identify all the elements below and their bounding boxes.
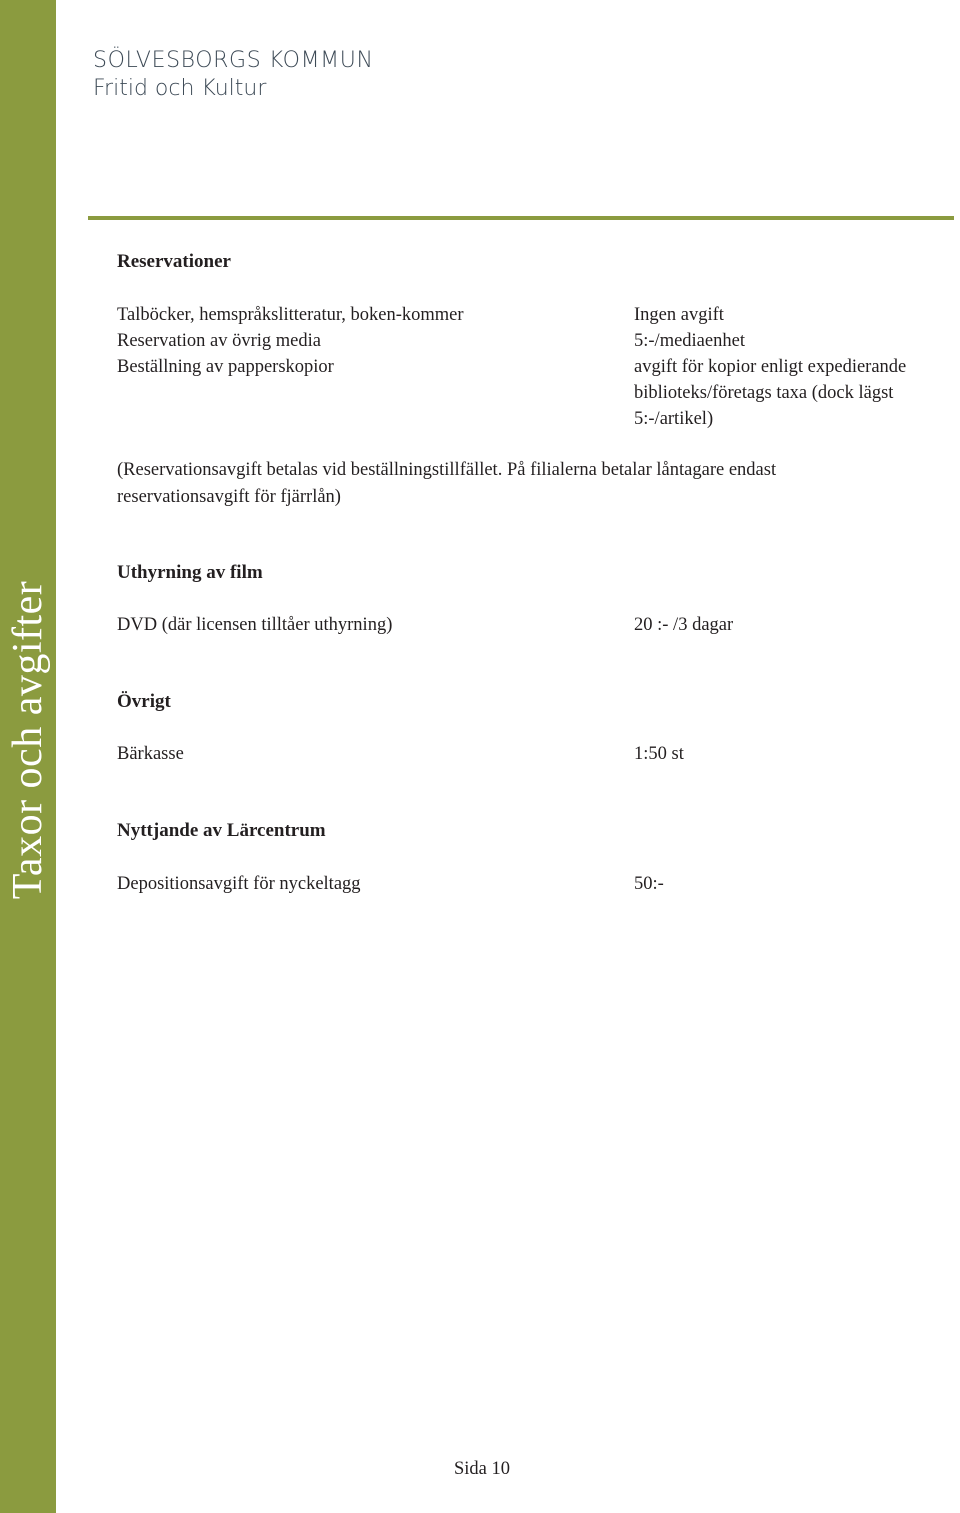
fee-amount-line: biblioteks/företags taxa (dock lägst — [634, 383, 894, 403]
section-heading-reservations: Reservationer — [117, 251, 231, 272]
sidebar — [0, 0, 56, 1513]
fee-amount-line: avgift för kopior enligt expedierande — [634, 357, 907, 377]
fee-amount: Ingen avgift — [634, 305, 724, 325]
fee-amount: 5:-/mediaenhet — [634, 331, 745, 351]
fee-amount: 1:50 st — [634, 744, 684, 764]
fee-item: Depositionsavgift för nyckeltagg — [117, 874, 361, 894]
fee-item: Reservation av övrig media — [117, 331, 321, 351]
fee-item: Bärkasse — [117, 744, 184, 764]
organization-name: SÖLVESBORGS KOMMUN — [93, 48, 374, 73]
reservation-note — [117, 457, 907, 511]
fee-amount — [634, 354, 906, 432]
reservation-note-line: reservationsavgift för fjärrlån) — [117, 487, 341, 507]
section-heading-other: Övrigt — [117, 691, 171, 712]
page-number: Sida 10 — [454, 1459, 511, 1479]
section-heading-film: Uthyrning av film — [117, 562, 263, 583]
fee-amount-line: 5:-/artikel) — [634, 409, 714, 429]
department-name: Fritid och Kultur — [93, 76, 267, 101]
page-header — [93, 47, 374, 103]
fee-amount: 50:- — [634, 874, 664, 894]
fee-item: Talböcker, hemspråkslitteratur, boken-kommer — [117, 305, 464, 325]
fee-item: Beställning av papperskopior — [117, 357, 334, 377]
fee-item: DVD (där licensen tilltåer uthyrning) — [117, 615, 393, 635]
reservation-note-line: (Reservationsavgift betalas vid beställningstillfället. På filialerna betalar låntagare endast — [117, 460, 777, 480]
section-heading-learning-center: Nyttjande av Lärcentrum — [117, 820, 326, 841]
fee-amount: 20 :- /3 dagar — [634, 615, 734, 635]
header-divider — [88, 216, 954, 220]
sidebar-title: Taxor och avgifter — [5, 580, 51, 900]
